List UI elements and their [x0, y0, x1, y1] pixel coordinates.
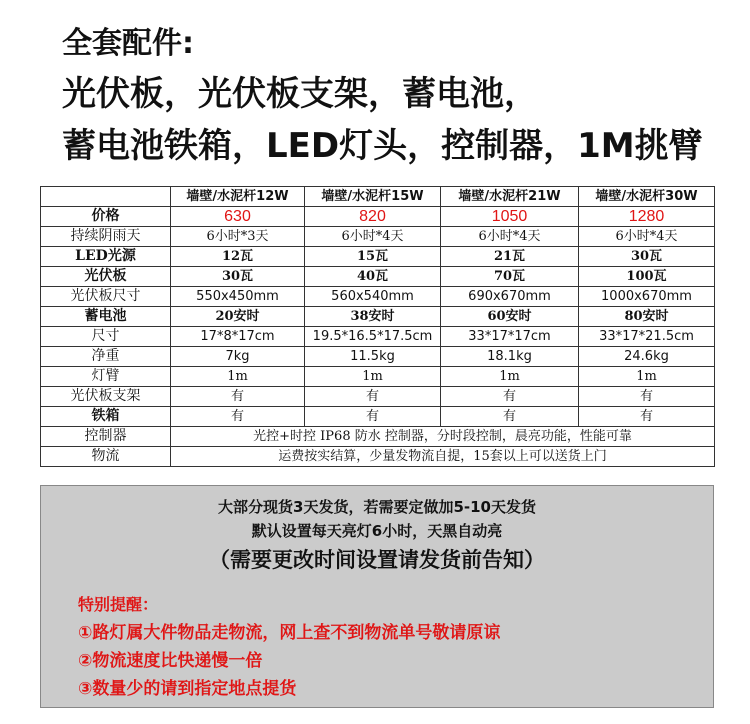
- reminder-item: ②物流速度比快递慢一倍: [78, 651, 263, 671]
- row-label: 物流: [41, 447, 171, 467]
- table-row-lamp-arm: [41, 367, 715, 387]
- table-cell: 6小时*4天: [441, 227, 579, 247]
- headline-accessories-2: 蓄电池铁箱，LED灯头，控制器，1M挑臂: [62, 126, 703, 166]
- table-cell: 有: [441, 407, 579, 427]
- logistics-description: 运费按实结算，少量发物流自提，15套以上可以送货上门: [171, 447, 715, 467]
- table-cell: 1m: [305, 367, 441, 387]
- column-header: 墙壁/水泥杆21W: [441, 187, 579, 207]
- price-value: 820: [305, 207, 441, 227]
- table-cell: 33*17*17cm: [441, 327, 579, 347]
- spec-table: [40, 186, 715, 467]
- table-cell: 30瓦: [171, 267, 305, 287]
- table-cell: 40瓦: [305, 267, 441, 287]
- row-label: 光伏板尺寸: [41, 287, 171, 307]
- table-cell: 18.1kg: [441, 347, 579, 367]
- table-row-controller: [41, 427, 715, 447]
- row-label: 灯臂: [41, 367, 171, 387]
- price-value: 630: [171, 207, 305, 227]
- table-cell: 17*8*17cm: [171, 327, 305, 347]
- row-label: 光伏板: [41, 267, 171, 287]
- notice-shipping: 大部分现货3天发货，若需要定做加5-10天发货: [218, 498, 536, 516]
- table-cell: 有: [579, 387, 715, 407]
- table-row-led: [41, 247, 715, 267]
- column-header: 墙壁/水泥杆15W: [305, 187, 441, 207]
- table-cell: 11.5kg: [305, 347, 441, 367]
- row-label: 持续阴雨天: [41, 227, 171, 247]
- row-label: 光伏板支架: [41, 387, 171, 407]
- table-cell: 30瓦: [579, 247, 715, 267]
- table-cell: 100瓦: [579, 267, 715, 287]
- headline-accessories-1: 光伏板，光伏板支架，蓄电池，: [62, 74, 538, 114]
- table-cell: 12瓦: [171, 247, 305, 267]
- controller-description: 光控+时控 IP68 防水 控制器，分时段控制，晨亮功能，性能可靠: [171, 427, 715, 447]
- table-cell: 60安时: [441, 307, 579, 327]
- table-cell: 33*17*21.5cm: [579, 327, 715, 347]
- table-cell: 38安时: [305, 307, 441, 327]
- table-cell: 560x540mm: [305, 287, 441, 307]
- notice-change-request: （需要更改时间设置请发货前告知）: [209, 548, 545, 572]
- table-cell: 1m: [441, 367, 579, 387]
- table-cell: 70瓦: [441, 267, 579, 287]
- row-label: 铁箱: [41, 407, 171, 427]
- table-cell: 550x450mm: [171, 287, 305, 307]
- table-cell: 有: [171, 387, 305, 407]
- table-row-price: [41, 207, 715, 227]
- table-cell: 1m: [171, 367, 305, 387]
- row-label: 净重: [41, 347, 171, 367]
- table-cell: 690x670mm: [441, 287, 579, 307]
- reminder-title: 特别提醒：: [78, 595, 159, 614]
- table-header-row: [41, 187, 715, 207]
- table-row-rainy-days: [41, 227, 715, 247]
- table-cell: 24.6kg: [579, 347, 715, 367]
- table-cell: 1000x670mm: [579, 287, 715, 307]
- table-cell: 有: [171, 407, 305, 427]
- column-header: 墙壁/水泥杆12W: [171, 187, 305, 207]
- table-cell: 6小时*4天: [579, 227, 715, 247]
- table-cell: 21瓦: [441, 247, 579, 267]
- notice-box: [40, 485, 714, 708]
- reminder-item: ①路灯属大件物品走物流，网上查不到物流单号敬请原谅: [78, 623, 501, 643]
- table-row-dimensions: [41, 327, 715, 347]
- table-cell: 6小时*4天: [305, 227, 441, 247]
- table-row-logistics: [41, 447, 715, 467]
- table-row-battery: [41, 307, 715, 327]
- price-value: 1050: [441, 207, 579, 227]
- table-cell: 7kg: [171, 347, 305, 367]
- row-label: 价格: [41, 207, 171, 227]
- table-cell: 有: [305, 407, 441, 427]
- table-cell: 有: [579, 407, 715, 427]
- table-row-iron-box: [41, 407, 715, 427]
- table-cell: 有: [441, 387, 579, 407]
- headline-title: 全套配件:: [62, 26, 194, 61]
- row-label: 尺寸: [41, 327, 171, 347]
- table-row-panel-bracket: [41, 387, 715, 407]
- table-row-weight: [41, 347, 715, 367]
- table-cell: 1m: [579, 367, 715, 387]
- row-label: LED光源: [41, 247, 171, 267]
- row-label: 蓄电池: [41, 307, 171, 327]
- table-cell: 6小时*3天: [171, 227, 305, 247]
- table-cell: 15瓦: [305, 247, 441, 267]
- table-cell: 80安时: [579, 307, 715, 327]
- price-value: 1280: [579, 207, 715, 227]
- notice-default-setting: 默认设置每天亮灯6小时，天黑自动亮: [251, 522, 503, 540]
- table-row-panel-size: [41, 287, 715, 307]
- table-corner-cell: [41, 187, 171, 207]
- row-label: 控制器: [41, 427, 171, 447]
- reminder-item: ③数量少的请到指定地点提货: [78, 679, 297, 699]
- table-cell: 20安时: [171, 307, 305, 327]
- column-header: 墙壁/水泥杆30W: [579, 187, 715, 207]
- table-row-solar-panel: [41, 267, 715, 287]
- table-cell: 19.5*16.5*17.5cm: [305, 327, 441, 347]
- table-cell: 有: [305, 387, 441, 407]
